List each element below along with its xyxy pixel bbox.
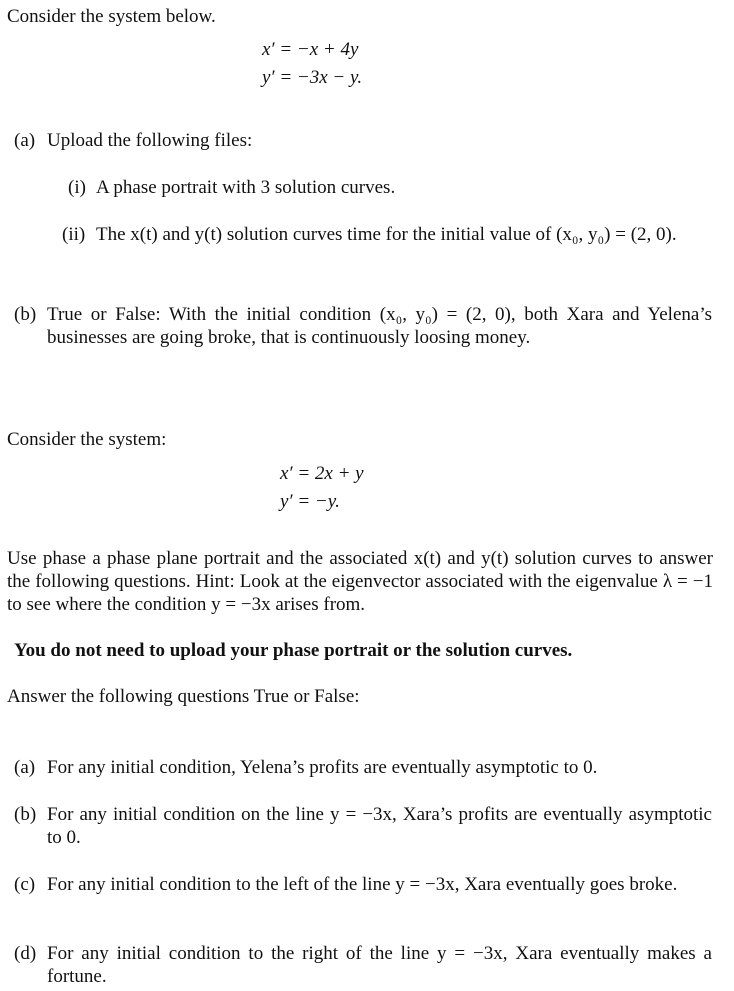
sub-i-label: (i)	[68, 177, 86, 198]
intro-text-2: Consider the system:	[7, 429, 167, 450]
equation-2: y′ = −3x − y.	[262, 67, 363, 88]
part-a-label: (a)	[14, 130, 36, 151]
question-a-text: For any initial condition, Yelena’s profits are eventually asymptotic to 0.	[47, 757, 598, 778]
question-b-label: (b)	[14, 804, 37, 825]
answer-prompt: Answer the following questions True or False:	[7, 686, 360, 707]
equation-3: x′ = 2x + y	[280, 463, 364, 484]
sub-i-text: A phase portrait with 3 solution curves.	[96, 177, 396, 198]
bold-note: You do not need to upload your phase portrait or the solution curves.	[14, 640, 573, 661]
question-c-label: (c)	[14, 874, 36, 895]
equation-4: y′ = −y.	[280, 491, 340, 512]
part-b-label: (b)	[14, 304, 37, 325]
question-d-label: (d)	[14, 943, 37, 964]
sub-ii-label: (ii)	[62, 224, 86, 245]
part-b-text: True or False: With the initial condition (x₀, y₀) = (2, 0), both Xara and Yelena’s businesses are going broke, that is continuously loosing money.	[47, 304, 712, 348]
instructions-paragraph: Use phase a phase plane portrait and the associated x(t) and y(t) solution curves to answer the following questions. Hint: Look at the eigenvector associated with the eigenvalue λ = −1 to see where the condition y = −3x arises from.	[7, 548, 713, 615]
question-a-label: (a)	[14, 757, 36, 778]
sub-ii-text: The x(t) and y(t) solution curves time for the initial value of (x₀, y₀) = (2, 0).	[96, 224, 677, 245]
question-b-text: For any initial condition on the line y = −3x, Xara’s profits are eventually asymptotic to 0.	[47, 804, 712, 848]
question-c-text: For any initial condition to the left of the line y = −3x, Xara eventually goes broke.	[47, 874, 678, 895]
intro-text-1: Consider the system below.	[7, 6, 216, 27]
part-a-text: Upload the following files:	[47, 130, 253, 151]
question-d-text: For any initial condition to the right of the line y = −3x, Xara eventually makes a fortune.	[47, 943, 712, 987]
equation-1: x′ = −x + 4y	[262, 39, 359, 60]
